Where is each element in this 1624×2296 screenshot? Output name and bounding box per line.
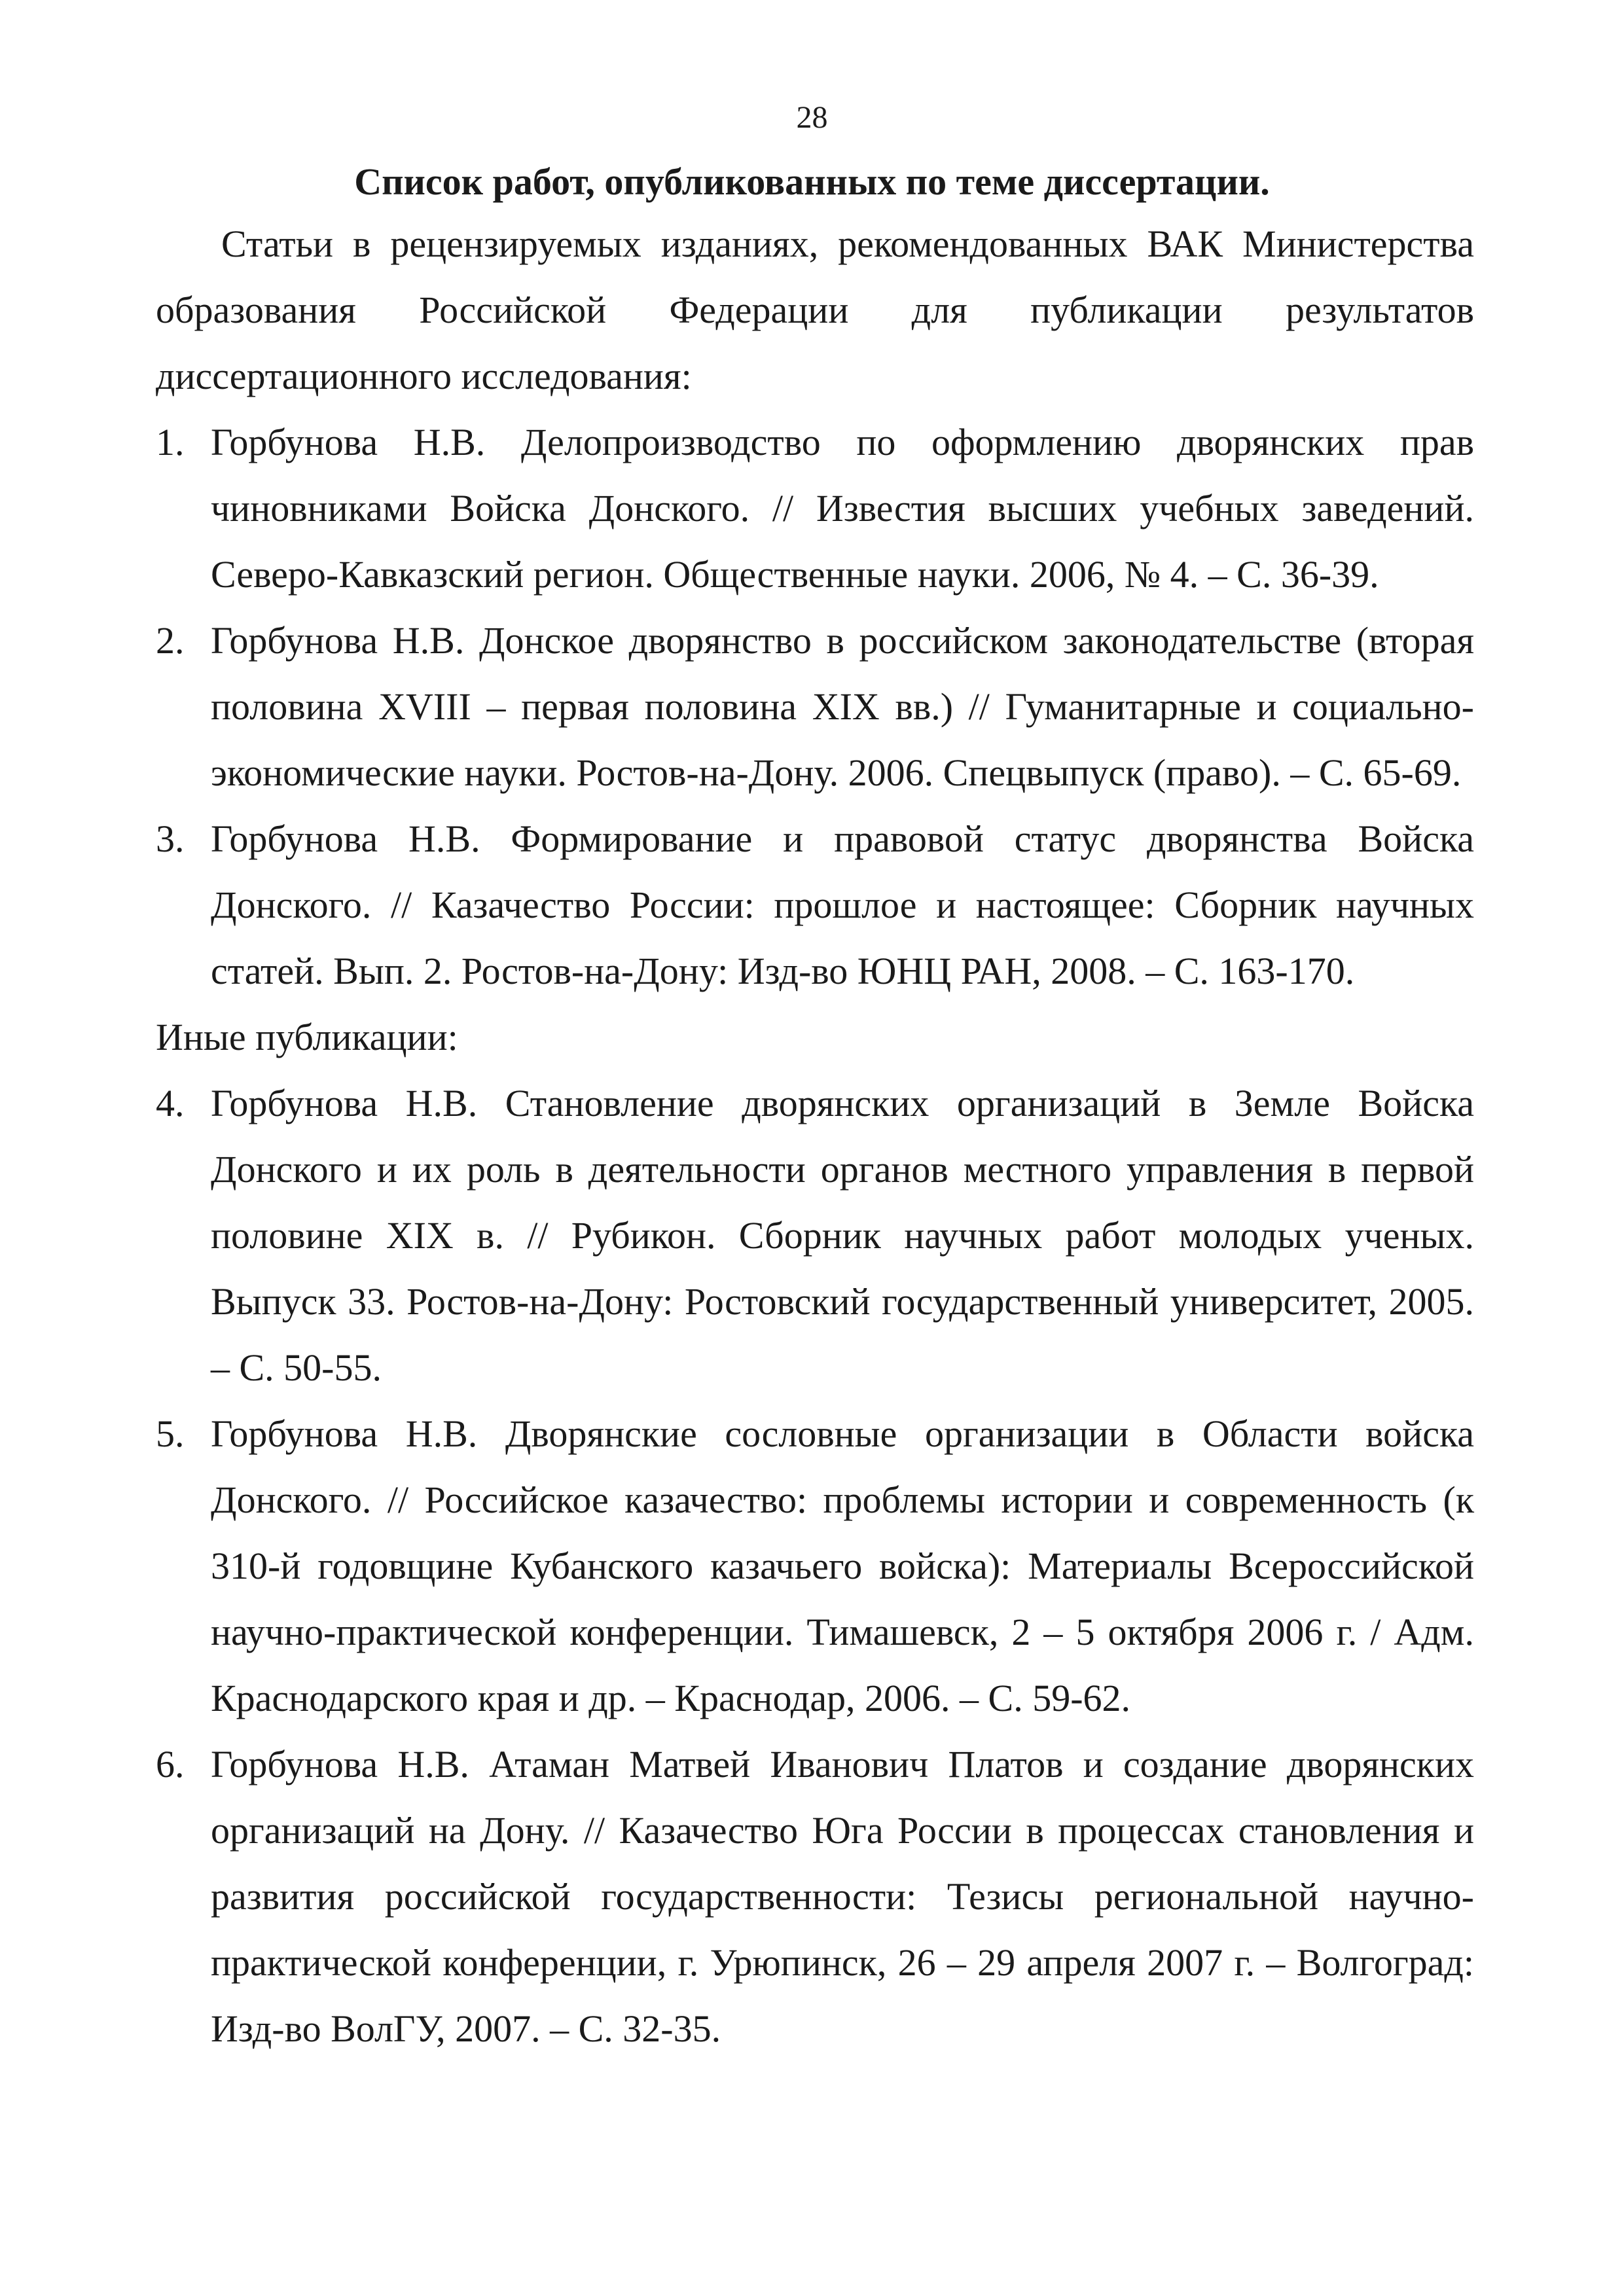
list-item: [156, 1731, 1474, 2062]
list-item: [156, 607, 1474, 806]
list-item: [156, 806, 1474, 1004]
list-item-number: 4.: [156, 1082, 185, 1124]
list-item-text: Горбунова Н.В. Становление дворянских организаций в Земле Войска Донского и их роль в деятельности органов местного управления в первой половине XIX в. // Рубикон. Сборник научных работ молодых ученых. Выпуск 33. Ростов-на-Дону: Ростовский государственный университет, 2005. – С. 50-55.: [211, 1082, 1474, 1389]
list-item-number: 2.: [156, 619, 185, 662]
list-item: [156, 409, 1474, 607]
list-item-text: Горбунова Н.В. Делопроизводство по оформлению дворянских прав чиновниками Войска Донского. // Известия высших учебных заведений. Северо-Кавказский регион. Общественные науки. 2006, № 4. – С. 36-39.: [211, 421, 1474, 596]
document-body: [156, 211, 1474, 2062]
list-item: [156, 1401, 1474, 1731]
list-item-number: 1.: [156, 421, 185, 463]
page-number: 28: [796, 100, 828, 135]
list-item-text: Горбунова Н.В. Донское дворянство в российском законодательстве (вторая половина XVIII – первая половина XIX вв.) // Гуманитарные и социально-экономические науки. Ростов-на-Дону. 2006. Спецвыпуск (право). – С. 65-69.: [211, 619, 1474, 794]
list-item-text: Горбунова Н.В. Дворянские сословные организации в Области войска Донского. // Российское казачество: проблемы истории и современность (к 310-й годовщине Кубанского казачьего войска): Материалы Всероссийской научно-практической конференции. Тимашевск, 2 – 5 октября 2006 г. / Адм. Краснодарского края и др. – Краснодар, 2006. – С. 59-62.: [211, 1412, 1474, 1719]
other-publications-list: [156, 1070, 1474, 2062]
list-item-text: Горбунова Н.В. Формирование и правовой статус дворянства Войска Донского. // Казачество России: прошлое и настоящее: Сборник научных статей. Вып. 2. Ростов-на-Дону: Изд-во ЮНЦ РАН, 2008. – С. 163-170.: [211, 817, 1474, 992]
intro-paragraph: Статьи в рецензируемых изданиях, рекомендованных ВАК Министерства образования Российской Федерации для публикации результатов диссертационного исследования:: [156, 223, 1474, 397]
peer-reviewed-list: [156, 409, 1474, 1004]
list-item-number: 6.: [156, 1743, 185, 1785]
list-item-number: 5.: [156, 1412, 185, 1455]
list-item-number: 3.: [156, 817, 185, 860]
section-title: Список работ, опубликованных по теме диссертации.: [354, 160, 1270, 203]
list-item-text: Горбунова Н.В. Атаман Матвей Иванович Платов и создание дворянских организаций на Дону. // Казачество Юга России в процессах становления и развития российской государственности: Тезисы региональной научно-практической конференции, г. Урюпинск, 26 – 29 апреля 2007 г. – Волгоград: Изд-во ВолГУ, 2007. – С. 32-35.: [211, 1743, 1474, 2050]
other-publications-label: Иные публикации:: [156, 1016, 458, 1058]
list-item: [156, 1070, 1474, 1401]
